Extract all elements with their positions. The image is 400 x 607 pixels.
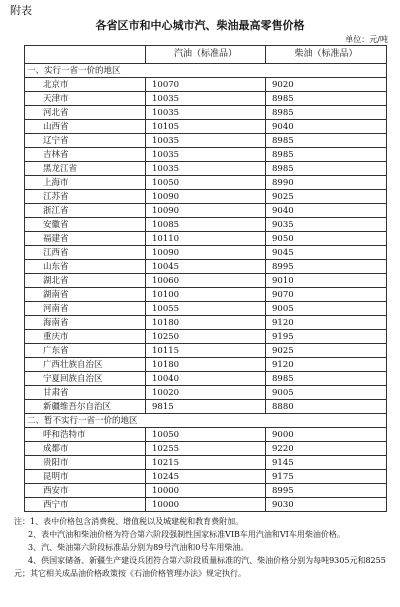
diesel-price: 9025 bbox=[266, 190, 387, 204]
gasoline-price: 10110 bbox=[146, 232, 266, 246]
region-name: 成都市 bbox=[25, 442, 146, 456]
note-3: 3、汽、柴油第六阶段标准品分别为89号汽油和0号车用柴油。 bbox=[28, 543, 249, 552]
table-header-row bbox=[25, 46, 387, 64]
gasoline-price: 10035 bbox=[146, 106, 266, 120]
header-diesel: 柴油（标准品） bbox=[266, 46, 387, 64]
gasoline-price: 10000 bbox=[146, 498, 266, 512]
section-label: 一、实行一省一价的地区 bbox=[25, 64, 387, 78]
table-row bbox=[25, 134, 387, 148]
region-name: 湖北省 bbox=[25, 274, 146, 288]
region-name: 上海市 bbox=[25, 176, 146, 190]
diesel-price: 9020 bbox=[266, 78, 387, 92]
gasoline-price: 10035 bbox=[146, 92, 266, 106]
diesel-price: 9120 bbox=[266, 358, 387, 372]
header-region bbox=[25, 46, 146, 64]
gasoline-price: 10085 bbox=[146, 218, 266, 232]
gasoline-price: 9815 bbox=[146, 400, 266, 414]
gasoline-price: 10055 bbox=[146, 302, 266, 316]
gasoline-price: 10050 bbox=[146, 176, 266, 190]
table-row bbox=[25, 176, 387, 190]
diesel-price: 8985 bbox=[266, 134, 387, 148]
notes bbox=[14, 515, 392, 580]
diesel-price: 9195 bbox=[266, 330, 387, 344]
table-row bbox=[25, 484, 387, 498]
gasoline-price: 10215 bbox=[146, 456, 266, 470]
diesel-price: 9220 bbox=[266, 442, 387, 456]
gasoline-price: 10035 bbox=[146, 134, 266, 148]
diesel-price: 8995 bbox=[266, 260, 387, 274]
region-name: 浙江省 bbox=[25, 204, 146, 218]
note-2: 2、表中汽油和柴油价格为符合第六阶段强制性国家标准VIB车用汽油和VI车用柴油价格。 bbox=[28, 530, 345, 539]
region-name: 山西省 bbox=[25, 120, 146, 134]
region-name: 北京市 bbox=[25, 78, 146, 92]
diesel-price: 9035 bbox=[266, 218, 387, 232]
table-row bbox=[25, 92, 387, 106]
diesel-price: 9145 bbox=[266, 456, 387, 470]
table-row bbox=[25, 218, 387, 232]
gasoline-price: 10115 bbox=[146, 344, 266, 358]
table-row bbox=[25, 386, 387, 400]
table-row bbox=[25, 302, 387, 316]
gasoline-price: 10090 bbox=[146, 190, 266, 204]
diesel-price: 8880 bbox=[266, 400, 387, 414]
region-name: 呼和浩特市 bbox=[25, 428, 146, 442]
table-row bbox=[25, 442, 387, 456]
region-name: 西安市 bbox=[25, 484, 146, 498]
table-row bbox=[25, 428, 387, 442]
region-name: 宁夏回族自治区 bbox=[25, 372, 146, 386]
table-row bbox=[25, 260, 387, 274]
table-row bbox=[25, 316, 387, 330]
diesel-price: 9025 bbox=[266, 344, 387, 358]
gasoline-price: 10105 bbox=[146, 120, 266, 134]
gasoline-price: 10090 bbox=[146, 204, 266, 218]
section-label: 二、暂不实行一省一价的地区 bbox=[25, 414, 387, 428]
table-row bbox=[25, 498, 387, 512]
region-name: 甘肃省 bbox=[25, 386, 146, 400]
diesel-price: 9045 bbox=[266, 246, 387, 260]
diesel-price: 9010 bbox=[266, 274, 387, 288]
diesel-price: 9000 bbox=[266, 428, 387, 442]
diesel-price: 9040 bbox=[266, 204, 387, 218]
diesel-price: 9030 bbox=[266, 498, 387, 512]
table-row bbox=[25, 344, 387, 358]
table-row bbox=[25, 372, 387, 386]
region-name: 江西省 bbox=[25, 246, 146, 260]
gasoline-price: 10070 bbox=[146, 78, 266, 92]
diesel-price: 9070 bbox=[266, 288, 387, 302]
region-name: 广东省 bbox=[25, 344, 146, 358]
table-row bbox=[25, 120, 387, 134]
note-4: 4、供国家储备、新疆生产建设兵团符合第六阶段质量标准的汽、柴油价格分别为每吨9305元和8255元；其它相关成品油价格政策按《石油价格管理办法》规定执行。 bbox=[14, 556, 386, 578]
table-row bbox=[25, 456, 387, 470]
region-name: 新疆维吾尔自治区 bbox=[25, 400, 146, 414]
diesel-price: 8990 bbox=[266, 176, 387, 190]
diesel-price: 8995 bbox=[266, 484, 387, 498]
diesel-price: 9120 bbox=[266, 316, 387, 330]
section-row bbox=[25, 64, 387, 78]
diesel-price: 8985 bbox=[266, 162, 387, 176]
diesel-price: 8985 bbox=[266, 92, 387, 106]
region-name: 福建省 bbox=[25, 232, 146, 246]
region-name: 安徽省 bbox=[25, 218, 146, 232]
region-name: 重庆市 bbox=[25, 330, 146, 344]
table-row bbox=[25, 190, 387, 204]
table-row bbox=[25, 148, 387, 162]
region-name: 湖南省 bbox=[25, 288, 146, 302]
page-title: 各省区市和中心城市汽、柴油最高零售价格 bbox=[95, 19, 305, 32]
region-name: 贵阳市 bbox=[25, 456, 146, 470]
header-gasoline: 汽油（标准品） bbox=[146, 46, 266, 64]
diesel-price: 8985 bbox=[266, 372, 387, 386]
table-row bbox=[25, 400, 387, 414]
region-name: 辽宁省 bbox=[25, 134, 146, 148]
note-1: 注：1、表中价格包含消费税、增值税以及城建税和教育费附加。 bbox=[14, 517, 244, 526]
gasoline-price: 10060 bbox=[146, 274, 266, 288]
region-name: 河南省 bbox=[25, 302, 146, 316]
diesel-price: 8985 bbox=[266, 106, 387, 120]
table-row bbox=[25, 330, 387, 344]
table-row bbox=[25, 232, 387, 246]
region-name: 江苏省 bbox=[25, 190, 146, 204]
region-name: 西宁市 bbox=[25, 498, 146, 512]
gasoline-price: 10040 bbox=[146, 372, 266, 386]
gasoline-price: 10090 bbox=[146, 246, 266, 260]
region-name: 吉林省 bbox=[25, 148, 146, 162]
unit-label: 单位：元/吨 bbox=[345, 35, 388, 44]
region-name: 河北省 bbox=[25, 106, 146, 120]
region-name: 天津市 bbox=[25, 92, 146, 106]
region-name: 山东省 bbox=[25, 260, 146, 274]
gasoline-price: 10245 bbox=[146, 470, 266, 484]
gasoline-price: 10035 bbox=[146, 148, 266, 162]
table-row bbox=[25, 78, 387, 92]
table-body bbox=[25, 64, 387, 512]
gasoline-price: 10050 bbox=[146, 428, 266, 442]
price-table bbox=[24, 45, 387, 512]
table-row bbox=[25, 470, 387, 484]
diesel-price: 9005 bbox=[266, 386, 387, 400]
diesel-price: 9040 bbox=[266, 120, 387, 134]
table-row bbox=[25, 358, 387, 372]
table-row bbox=[25, 106, 387, 120]
diesel-price: 9175 bbox=[266, 470, 387, 484]
gasoline-price: 10045 bbox=[146, 260, 266, 274]
table-row bbox=[25, 246, 387, 260]
table-row bbox=[25, 204, 387, 218]
diesel-price: 8985 bbox=[266, 148, 387, 162]
appendix-label: 附表 bbox=[10, 4, 32, 17]
gasoline-price: 10100 bbox=[146, 288, 266, 302]
diesel-price: 9050 bbox=[266, 232, 387, 246]
gasoline-price: 10000 bbox=[146, 484, 266, 498]
table-row bbox=[25, 274, 387, 288]
region-name: 海南省 bbox=[25, 316, 146, 330]
gasoline-price: 10035 bbox=[146, 162, 266, 176]
gasoline-price: 10180 bbox=[146, 316, 266, 330]
section-row bbox=[25, 414, 387, 428]
region-name: 昆明市 bbox=[25, 470, 146, 484]
gasoline-price: 10020 bbox=[146, 386, 266, 400]
region-name: 黑龙江省 bbox=[25, 162, 146, 176]
diesel-price: 9005 bbox=[266, 302, 387, 316]
gasoline-price: 10255 bbox=[146, 442, 266, 456]
region-name: 广西壮族自治区 bbox=[25, 358, 146, 372]
gasoline-price: 10250 bbox=[146, 330, 266, 344]
table-row bbox=[25, 162, 387, 176]
table-row bbox=[25, 288, 387, 302]
gasoline-price: 10180 bbox=[146, 358, 266, 372]
